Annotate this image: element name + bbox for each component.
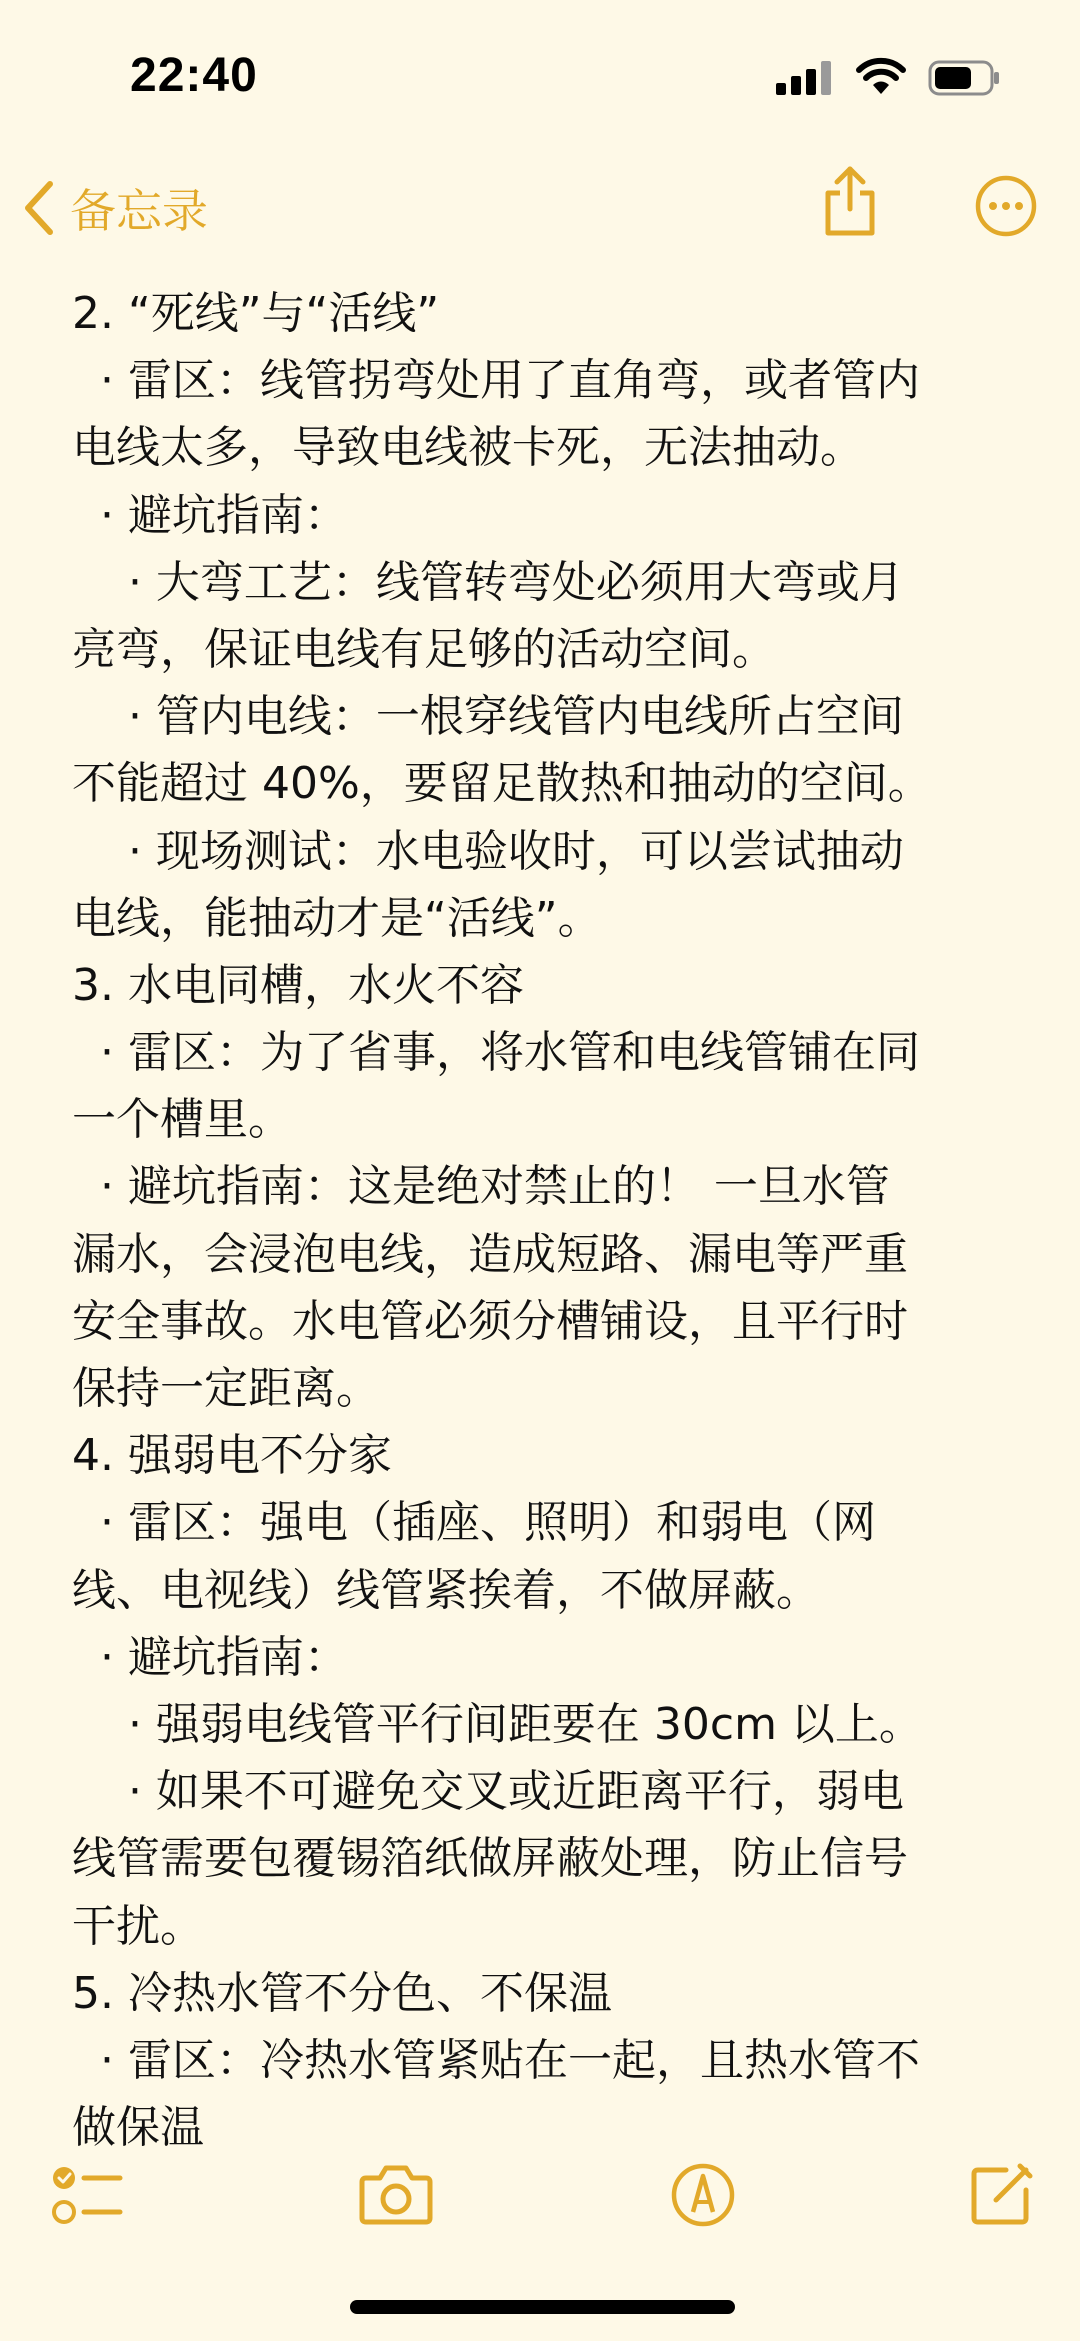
note-line: · 雷区：冷热水管紧贴在一起，且热水管不 (72, 2034, 920, 2086)
back-label: 备忘录 (70, 184, 208, 238)
note-line: · 避坑指南： (72, 489, 348, 541)
note-line: 做保温 (72, 2102, 204, 2154)
note-body[interactable] (72, 280, 1040, 2154)
share-button[interactable] (822, 165, 878, 241)
note-line: 3. 水电同槽，水火不容 (72, 959, 524, 1011)
note-line: · 雷区：线管拐弯处用了直角弯，或者管内 (72, 355, 920, 407)
note-line: · 雷区：强电（插座、照明）和弱电（网 (72, 1497, 876, 1549)
more-icon (975, 175, 1037, 237)
wifi-icon (856, 60, 906, 96)
more-button[interactable] (975, 175, 1037, 241)
checklist-icon (50, 2162, 122, 2228)
markup-button[interactable] (670, 2162, 736, 2232)
checklist-button[interactable] (50, 2162, 122, 2232)
note-line: 线、电视线）线管紧挨着，不做屏蔽。 (72, 1564, 820, 1616)
camera-button[interactable] (358, 2162, 434, 2230)
note-line: 亮弯，保证电线有足够的活动空间。 (72, 623, 776, 675)
note-line: 不能超过 40%，要留足散热和抽动的空间。 (72, 758, 932, 810)
camera-icon (358, 2162, 434, 2226)
battery-icon (928, 60, 1000, 96)
note-line: · 避坑指南： (72, 1631, 348, 1683)
note-line: 电线太多，导致电线被卡死，无法抽动。 (72, 422, 864, 474)
note-line: 漏水，会浸泡电线，造成短路、漏电等严重 (72, 1228, 908, 1280)
note-line: 一个槽里。 (72, 1094, 292, 1146)
status-time: 22:40 (130, 49, 258, 102)
note-line: 2. “死线”与“活线” (72, 288, 440, 339)
note-line: 保持一定距离。 (72, 1363, 380, 1414)
note-line: · 雷区：为了省事，将水管和电线管铺在同 (72, 1027, 920, 1079)
note-line: · 如果不可避免交叉或近距离平行，弱电 (72, 1766, 904, 1818)
bottom-toolbar (0, 2120, 1080, 2280)
note-line: 线管需要包覆锡箔纸做屏蔽处理，防止信号 (72, 1833, 908, 1885)
nav-bar (0, 165, 1080, 275)
chevron-left-icon (22, 180, 56, 236)
signal-icon (776, 61, 834, 95)
status-bar (0, 0, 1080, 160)
home-indicator (350, 2300, 735, 2314)
note-line: 干扰。 (72, 1900, 204, 1952)
markup-pen-icon (670, 2162, 736, 2228)
note-line: 5. 冷热水管不分色、不保温 (72, 1967, 612, 2019)
note-line: · 管内电线：一根穿线管内电线所占空间 (72, 691, 904, 743)
back-button[interactable] (22, 175, 208, 241)
note-line: · 避坑指南：这是绝对禁止的！ 一旦水管 (72, 1161, 890, 1213)
share-icon (822, 165, 878, 237)
status-icons (776, 60, 1000, 96)
note-line: · 现场测试：水电验收时，可以尝试抽动 (72, 825, 904, 877)
compose-icon (970, 2162, 1034, 2226)
note-line: · 强弱电线管平行间距要在 30cm 以上。 (72, 1698, 923, 1750)
note-line: 安全事故。水电管必须分槽铺设，且平行时 (72, 1295, 908, 1347)
compose-button[interactable] (970, 2162, 1034, 2230)
note-line: 4. 强弱电不分家 (72, 1430, 392, 1482)
note-line: 电线，能抽动才是“活线”。 (72, 892, 602, 944)
note-line: · 大弯工艺：线管转弯处必须用大弯或月 (72, 556, 904, 608)
